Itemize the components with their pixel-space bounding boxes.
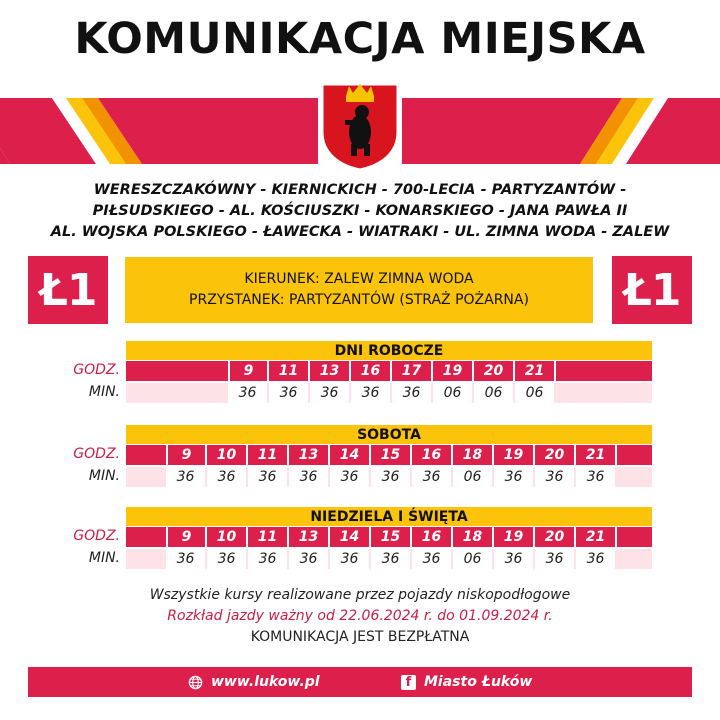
minute-cell: 06 <box>433 383 474 403</box>
timetable-title: SOBOTA <box>126 425 652 444</box>
minute-cell: 36 <box>371 549 412 569</box>
hour-cell: 20 <box>535 445 576 465</box>
hour-cell: 16 <box>412 445 453 465</box>
minute-cell: 36 <box>330 549 371 569</box>
hour-cell: 9 <box>166 527 207 547</box>
minute-cell: 36 <box>412 467 453 487</box>
website-text: www.lukow.pl <box>211 674 320 690</box>
timetable-title: DNI ROBOCZE <box>126 341 652 360</box>
minute-cell: 36 <box>166 467 207 487</box>
coat-of-arms-icon <box>318 80 402 172</box>
hour-cell: 11 <box>248 445 289 465</box>
minute-cell: 36 <box>228 383 269 403</box>
minute-cell: 06 <box>515 383 556 403</box>
direction-box <box>125 257 593 323</box>
minute-cell: 06 <box>453 549 494 569</box>
line-badge-right: Ł1 <box>612 256 692 324</box>
minute-row-label: MIN. <box>88 550 120 566</box>
facebook-icon: f <box>401 675 416 690</box>
hour-cell: 21 <box>515 361 556 381</box>
note-free: KOMUNIKACJA JEST BEZPŁATNA <box>250 629 470 645</box>
hour-cell: 16 <box>351 361 392 381</box>
route-stops <box>0 180 720 243</box>
minute-cell: 36 <box>310 383 351 403</box>
hour-cell: 20 <box>474 361 515 381</box>
minute-cell: 36 <box>166 549 207 569</box>
note-low-floor: Wszystkie kursy realizowane przez pojazdy niskopodłogowe <box>149 587 571 603</box>
hour-cell: 9 <box>228 361 269 381</box>
hour-cell: 13 <box>310 361 351 381</box>
minute-cell: 06 <box>474 383 515 403</box>
minute-cell: 36 <box>248 549 289 569</box>
minute-cell: 36 <box>330 467 371 487</box>
hour-cell: 21 <box>576 445 617 465</box>
minute-cell: 36 <box>576 549 617 569</box>
route-line-2: PIŁSUDSKIEGO - AL. KOŚCIUSZKI - KONARSKIEGO - JANA PAWŁA II <box>92 203 628 219</box>
minute-cell: 36 <box>248 467 289 487</box>
minute-cell: 36 <box>412 549 453 569</box>
route-line-1: WERESZCZAKÓWNY - KIERNICKICH - 700-LECIA - PARTYZANTÓW - <box>93 182 627 198</box>
hour-cell: 13 <box>289 527 330 547</box>
minute-cell: 06 <box>453 467 494 487</box>
minute-cell: 36 <box>535 467 576 487</box>
minute-cell: 36 <box>535 549 576 569</box>
route-line-3: AL. WOJSKA POLSKIEGO - ŁAWECKA - WIATRAKI - UL. ZIMNA WODA - ZALEW <box>50 224 670 240</box>
website-link[interactable] <box>188 667 320 697</box>
hour-cell: 19 <box>433 361 474 381</box>
minute-row-label: MIN. <box>88 384 120 400</box>
note-validity: Rozkład jazdy ważny od 22.06.2024 r. do 01.09.2024 r. <box>167 608 553 624</box>
hour-row-label: GODZ. <box>73 528 120 544</box>
hour-cell: 19 <box>494 527 535 547</box>
hour-cell: 15 <box>371 527 412 547</box>
timetable-title: NIEDZIELA I ŚWIĘTA <box>126 507 652 526</box>
hour-cell: 11 <box>269 361 310 381</box>
minute-cell: 36 <box>351 383 392 403</box>
minute-cell: 36 <box>392 383 433 403</box>
hour-cell: 10 <box>207 445 248 465</box>
minute-cell: 36 <box>289 467 330 487</box>
hour-row-label: GODZ. <box>73 446 120 462</box>
hour-row-label: GODZ. <box>73 362 120 378</box>
notes <box>0 585 720 648</box>
minute-row-label: MIN. <box>88 468 120 484</box>
hour-cell: 17 <box>392 361 433 381</box>
minute-cell: 36 <box>371 467 412 487</box>
hour-cell: 16 <box>412 527 453 547</box>
minute-cell: 36 <box>494 549 535 569</box>
stop-text: PRZYSTANEK: PARTYZANTÓW (STRAŻ POŻARNA) <box>189 292 529 308</box>
hour-cell: 18 <box>453 445 494 465</box>
hour-cell: 15 <box>371 445 412 465</box>
line-badge-left: Ł1 <box>28 256 108 324</box>
hour-cell: 14 <box>330 445 371 465</box>
facebook-link[interactable] <box>401 667 532 697</box>
page-title: KOMUNIKACJA MIEJSKA <box>74 14 646 64</box>
minute-cell: 36 <box>494 467 535 487</box>
minute-cell: 36 <box>289 549 330 569</box>
hour-cell: 11 <box>248 527 289 547</box>
hour-cell: 13 <box>289 445 330 465</box>
hour-cell: 10 <box>207 527 248 547</box>
globe-icon <box>188 675 203 690</box>
direction-text: KIERUNEK: ZALEW ZIMNA WODA <box>244 271 474 287</box>
hour-cell: 9 <box>166 445 207 465</box>
minute-cell: 36 <box>576 467 617 487</box>
hour-cell: 14 <box>330 527 371 547</box>
hour-cell: 19 <box>494 445 535 465</box>
hour-cell: 21 <box>576 527 617 547</box>
hour-cell: 18 <box>453 527 494 547</box>
minute-cell: 36 <box>207 467 248 487</box>
footer-bar <box>28 667 692 697</box>
minute-cell: 36 <box>207 549 248 569</box>
minute-cell: 36 <box>269 383 310 403</box>
hour-cell: 20 <box>535 527 576 547</box>
facebook-text: Miasto Łuków <box>424 674 533 690</box>
